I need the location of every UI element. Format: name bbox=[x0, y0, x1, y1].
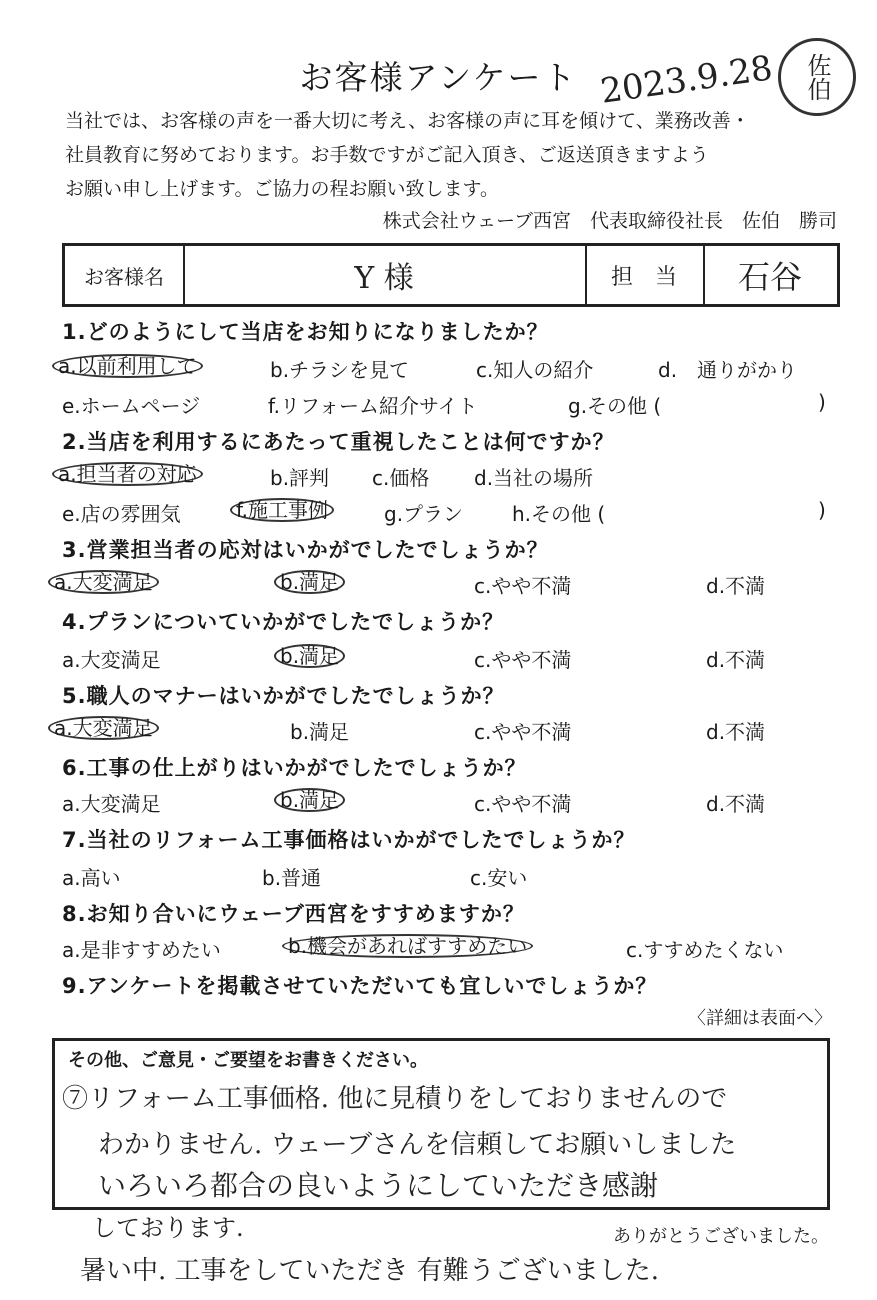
q7-option-b: b.普通 bbox=[262, 866, 322, 890]
q1-option-a bbox=[52, 354, 203, 378]
q2-option-g: g.プラン bbox=[384, 502, 464, 526]
question-7: 7.当社のリフォーム工事価格はいかがでしたでしょうか？ bbox=[62, 828, 636, 852]
q5-option-d: d.不満 bbox=[706, 720, 766, 744]
question-1: 1.どのようにして当店をお知りになりましたか？ bbox=[62, 320, 549, 344]
intro-line-1: 当社では、お客様の声を一番大切に考え、お客様の声に耳を傾けて、業務改善・ bbox=[65, 110, 750, 132]
q7-option-a: a.高い bbox=[62, 866, 121, 890]
q1-option-g-close: ) bbox=[818, 390, 826, 414]
q4-option-b bbox=[274, 644, 345, 668]
comment-line-1: ⑦リフォーム工事価格. 他に見積りをしておりませんので bbox=[62, 1084, 728, 1114]
q5-option-b: b.満足 bbox=[290, 720, 350, 744]
q3-option-d: d.不満 bbox=[706, 574, 766, 598]
q6-option-b bbox=[274, 788, 345, 812]
intro-line-2: 社員教育に努めております。お手数ですがご記入頂き、ご返送頂きますよう bbox=[65, 144, 709, 166]
q8-option-b bbox=[282, 934, 533, 958]
q2-option-f bbox=[230, 498, 334, 522]
q7-option-c: c.安い bbox=[470, 866, 528, 890]
q2-option-h-close: ) bbox=[818, 498, 826, 522]
intro-line-3: お願い申し上げます。ご協力の程お願い致します。 bbox=[65, 178, 499, 200]
q1-option-a-circled: a.以前利用して bbox=[52, 354, 203, 378]
q2-option-a-circled: a.担当者の対応 bbox=[52, 462, 203, 486]
comment-line-4: しております. bbox=[92, 1214, 244, 1242]
q2-option-b: b.評判 bbox=[270, 466, 330, 490]
question-4: 4.プランについていかがでしたでしょうか？ bbox=[62, 610, 505, 634]
q3-option-b bbox=[274, 570, 345, 594]
detail-note: 〈詳細は表面へ〉 bbox=[688, 1008, 832, 1029]
handwritten-date: 2023.9.28 bbox=[598, 48, 775, 112]
q2-option-h: h.その他 ( bbox=[512, 502, 606, 526]
question-5: 5.職人のマナーはいかがでしたでしょうか？ bbox=[62, 684, 505, 708]
q3-option-a bbox=[48, 570, 159, 594]
q6-option-c: c.やや不満 bbox=[474, 792, 572, 816]
q4-option-b-circled: b.満足 bbox=[274, 644, 345, 668]
q8-option-b-circled: b.機会があればすすめたい bbox=[282, 934, 533, 958]
q1-option-c: c.知人の紹介 bbox=[476, 358, 594, 382]
q8-option-c: c.すすめたくない bbox=[626, 938, 784, 962]
customer-name-value: Y 様 bbox=[183, 246, 587, 304]
q4-option-a: a.大変満足 bbox=[62, 648, 161, 672]
q2-option-e: e.店の雰囲気 bbox=[62, 502, 181, 526]
q6-option-d: d.不満 bbox=[706, 792, 766, 816]
q8-option-a: a.是非すすめたい bbox=[62, 938, 221, 962]
q4-option-c: c.やや不満 bbox=[474, 648, 572, 672]
thanks-text: ありがとうございました。 bbox=[613, 1226, 829, 1247]
customer-name-label: お客様名 bbox=[65, 246, 185, 304]
comment-line-2: わかりません. ウェーブさんを信頼してお願いしました bbox=[98, 1130, 737, 1160]
q6-option-b-circled: b.満足 bbox=[274, 788, 345, 812]
question-9: 9.アンケートを掲載させていただいても宜しいでしょうか？ bbox=[62, 974, 658, 998]
question-2: 2.当店を利用するにあたって重視したことは何ですか？ bbox=[62, 430, 615, 454]
q2-option-c: c.価格 bbox=[372, 466, 430, 490]
q1-option-g: g.その他 ( bbox=[568, 394, 662, 418]
q3-option-c: c.やや不満 bbox=[474, 574, 572, 598]
question-3: 3.営業担当者の応対はいかがでしたでしょうか？ bbox=[62, 538, 549, 562]
survey-title: お客様アンケート bbox=[299, 58, 578, 97]
q5-option-c: c.やや不満 bbox=[474, 720, 572, 744]
company-signature: 株式会社ウェーブ西宮 代表取締役社長 佐伯 勝司 bbox=[382, 210, 837, 232]
intro-text bbox=[65, 104, 750, 206]
comment-line-5: 暑い中. 工事をしていただき 有難うございました. bbox=[80, 1256, 660, 1286]
q5-option-a-circled: a.大変満足 bbox=[48, 716, 159, 740]
comment-line-3: いろいろ都合の良いようにしていただき感謝 bbox=[98, 1169, 659, 1202]
q2-option-f-circled: f.施工事例 bbox=[230, 498, 334, 522]
question-6: 6.工事の仕上がりはいかがでしたでしょうか？ bbox=[62, 756, 527, 780]
q4-option-d: d.不満 bbox=[706, 648, 766, 672]
staff-value: 石谷 bbox=[737, 258, 802, 296]
q6-option-a: a.大変満足 bbox=[62, 792, 161, 816]
q1-option-e: e.ホームページ bbox=[62, 394, 201, 418]
q3-option-b-circled: b.満足 bbox=[274, 570, 345, 594]
q1-option-d: d. 通りがかり bbox=[658, 358, 798, 382]
q1-option-f: f.リフォーム紹介サイト bbox=[268, 394, 478, 418]
staff-label: 担 当 bbox=[585, 246, 705, 304]
question-8: 8.お知り合いにウェーブ西宮をすすめますか？ bbox=[62, 902, 525, 926]
q3-option-a-circled: a.大変満足 bbox=[48, 570, 159, 594]
q1-option-b: b.チラシを見て bbox=[270, 358, 410, 382]
q2-option-a bbox=[52, 462, 203, 486]
q5-option-a bbox=[48, 716, 159, 740]
q2-option-d: d.当社の場所 bbox=[474, 466, 594, 490]
comment-label: その他、ご意見・ご要望をお書きください。 bbox=[68, 1050, 428, 1071]
seal-stamp: 佐伯 bbox=[778, 38, 856, 116]
customer-info-box bbox=[62, 243, 840, 307]
